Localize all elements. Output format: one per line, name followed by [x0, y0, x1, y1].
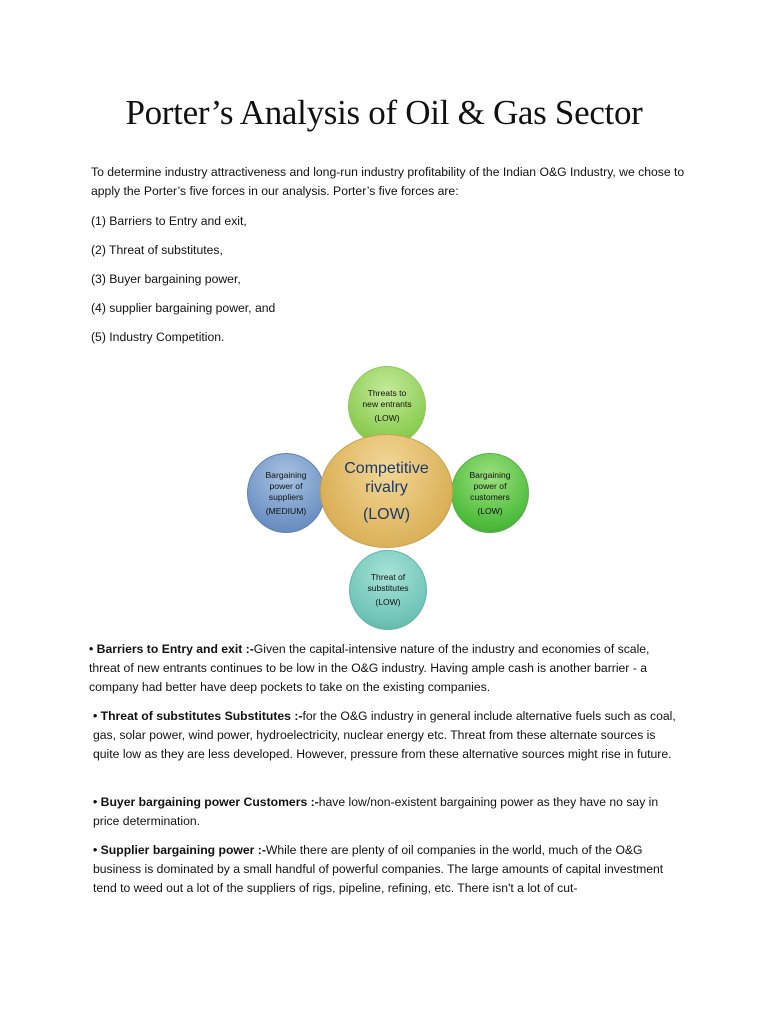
section-heading: Barriers to Entry and exit :-: [96, 642, 254, 656]
circle-label: Bargaining power of suppliers: [265, 469, 307, 502]
circle-level: (LOW): [375, 597, 401, 607]
page-title: Porter’s Analysis of Oil & Gas Sector: [125, 93, 643, 132]
section-text: While there are plenty of oil companies in the world, much of the O&G business is dominated by a small handful of powerful companies. The large amounts of capital investment tend to weed out a lot of the suppliers of rigs, pipeline, refining, etc. There isn't a lot of cut-: [93, 843, 664, 895]
circle-label: Threat of substitutes: [367, 572, 409, 593]
bullet: •: [93, 795, 98, 809]
bullet: •: [93, 843, 98, 857]
customer-power-circle: [451, 453, 529, 533]
porter-five-forces-diagram: [240, 358, 540, 630]
force-item-2: (2) Threat of substitutes,: [91, 243, 223, 257]
force-item-1: (1) Barriers to Entry and exit,: [91, 214, 247, 228]
section-heading: Buyer bargaining power Customers :-: [100, 795, 319, 809]
section-substitutes: [93, 707, 683, 764]
circle-label: Threats to new entrants: [362, 388, 412, 409]
section-heading: Threat of substitutes Substitutes :-: [100, 709, 303, 723]
section-text: Given the capital-intensive nature of the industry and economies of scale, threat of new entrants continues to be low in the O&G industry. Having ample cash is another barrier - a company had better have deep pockets to take on the existing companies.: [89, 642, 650, 694]
force-item-5: (5) Industry Competition.: [91, 330, 225, 344]
section-barriers: [89, 640, 683, 697]
section-buyer-power: [93, 793, 683, 831]
circle-level: (MEDIUM): [265, 505, 307, 516]
intro-paragraph: To determine industry attractiveness and long-run industry profitability of the Indian O&G Industry, we chose to apply the Porter’s five forces in our analysis. Porter’s five forces are:: [91, 165, 685, 198]
section-heading: Supplier bargaining power :-: [100, 843, 266, 857]
bullet: •: [89, 642, 94, 656]
bullet: •: [93, 709, 98, 723]
circle-level: (LOW): [477, 505, 503, 516]
section-supplier-power: [93, 841, 683, 898]
section-text: for the O&G industry in general include alternative fuels such as coal, gas, solar power, wind power, hydroelectricity, nuclear energy etc. Threat from these alternate sources is quite low as they are less developed. However, pressure from these alternative sources might rise in future.: [93, 709, 676, 761]
force-item-4: (4) supplier bargaining power, and: [91, 301, 276, 315]
center-label: Competitive rivalry: [344, 459, 429, 496]
circle-level: (LOW): [374, 413, 400, 423]
center-level: (LOW): [362, 505, 411, 523]
circle-label: Bargaining power of customers: [469, 469, 511, 502]
force-item-3: (3) Buyer bargaining power,: [91, 272, 241, 286]
competitive-rivalry-circle: [320, 434, 453, 548]
supplier-power-circle: [247, 453, 325, 533]
threat-of-substitutes-circle: [349, 550, 427, 630]
section-text: have low/non-existent bargaining power as they have no say in price determination.: [93, 795, 659, 828]
